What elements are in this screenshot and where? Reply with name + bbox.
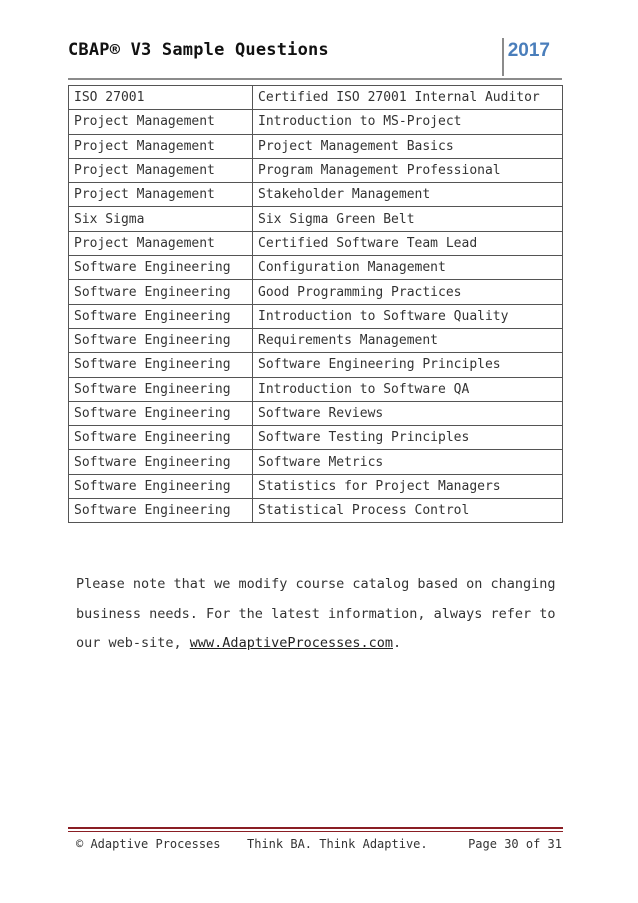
table-row xyxy=(69,134,563,158)
footer-copyright: © Adaptive Processes xyxy=(76,837,221,851)
course-category-cell: Project Management xyxy=(69,158,253,182)
table-row xyxy=(69,401,563,425)
footer-rule xyxy=(68,827,563,829)
table-row xyxy=(69,304,563,328)
table-row xyxy=(69,450,563,474)
table-row xyxy=(69,280,563,304)
course-name-cell: Certified ISO 27001 Internal Auditor xyxy=(253,86,563,110)
table-row xyxy=(69,231,563,255)
course-name-cell: Introduction to Software QA xyxy=(253,377,563,401)
course-name-cell: Software Metrics xyxy=(253,450,563,474)
course-category-cell: Project Management xyxy=(69,110,253,134)
course-category-cell: Software Engineering xyxy=(69,280,253,304)
course-name-cell: Software Testing Principles xyxy=(253,426,563,450)
course-category-cell: Project Management xyxy=(69,231,253,255)
course-name-cell: Program Management Professional xyxy=(253,158,563,182)
course-category-cell: Software Engineering xyxy=(69,450,253,474)
course-category-cell: Project Management xyxy=(69,134,253,158)
table-row xyxy=(69,353,563,377)
course-name-cell: Configuration Management xyxy=(253,256,563,280)
table-row xyxy=(69,426,563,450)
course-category-cell: Software Engineering xyxy=(69,474,253,498)
course-name-cell: Introduction to Software Quality xyxy=(253,304,563,328)
table-row xyxy=(69,499,563,523)
website-link[interactable]: www.AdaptiveProcesses.com xyxy=(189,635,393,651)
course-category-cell: ISO 27001 xyxy=(69,86,253,110)
table-row xyxy=(69,158,563,182)
course-name-cell: Software Engineering Principles xyxy=(253,353,563,377)
table-row xyxy=(69,183,563,207)
course-category-cell: Project Management xyxy=(69,183,253,207)
footer-rule-thin xyxy=(68,831,563,832)
course-category-cell: Software Engineering xyxy=(69,426,253,450)
page-header xyxy=(68,38,562,80)
course-category-cell: Software Engineering xyxy=(69,377,253,401)
document-title: CBAP® V3 Sample Questions xyxy=(68,40,329,60)
table-row xyxy=(69,256,563,280)
course-name-cell: Introduction to MS-Project xyxy=(253,110,563,134)
course-category-cell: Software Engineering xyxy=(69,353,253,377)
course-name-cell: Good Programming Practices xyxy=(253,280,563,304)
table-row xyxy=(69,474,563,498)
table-row xyxy=(69,328,563,352)
table-row xyxy=(69,377,563,401)
course-name-cell: Stakeholder Management xyxy=(253,183,563,207)
table-row xyxy=(69,207,563,231)
course-catalog-table xyxy=(68,85,563,523)
course-category-cell: Software Engineering xyxy=(69,401,253,425)
note-end: . xyxy=(393,635,402,651)
catalog-note xyxy=(76,570,556,659)
course-category-cell: Software Engineering xyxy=(69,328,253,352)
course-name-cell: Six Sigma Green Belt xyxy=(253,207,563,231)
header-divider xyxy=(502,38,504,76)
table-row xyxy=(69,86,563,110)
course-category-cell: Software Engineering xyxy=(69,256,253,280)
footer-page-number: Page 30 of 31 xyxy=(468,837,562,851)
table-row xyxy=(69,110,563,134)
course-name-cell: Statistics for Project Managers xyxy=(253,474,563,498)
course-name-cell: Certified Software Team Lead xyxy=(253,231,563,255)
course-name-cell: Statistical Process Control xyxy=(253,499,563,523)
course-category-cell: Six Sigma xyxy=(69,207,253,231)
course-name-cell: Requirements Management xyxy=(253,328,563,352)
course-name-cell: Project Management Basics xyxy=(253,134,563,158)
footer-tagline: Think BA. Think Adaptive. xyxy=(247,837,428,851)
document-year: 2017 xyxy=(507,40,550,61)
note-text: Please note that we modify course catalog based on changing business needs. For the latest information, always refer to our web-site, xyxy=(76,576,556,651)
course-category-cell: Software Engineering xyxy=(69,499,253,523)
course-name-cell: Software Reviews xyxy=(253,401,563,425)
course-category-cell: Software Engineering xyxy=(69,304,253,328)
